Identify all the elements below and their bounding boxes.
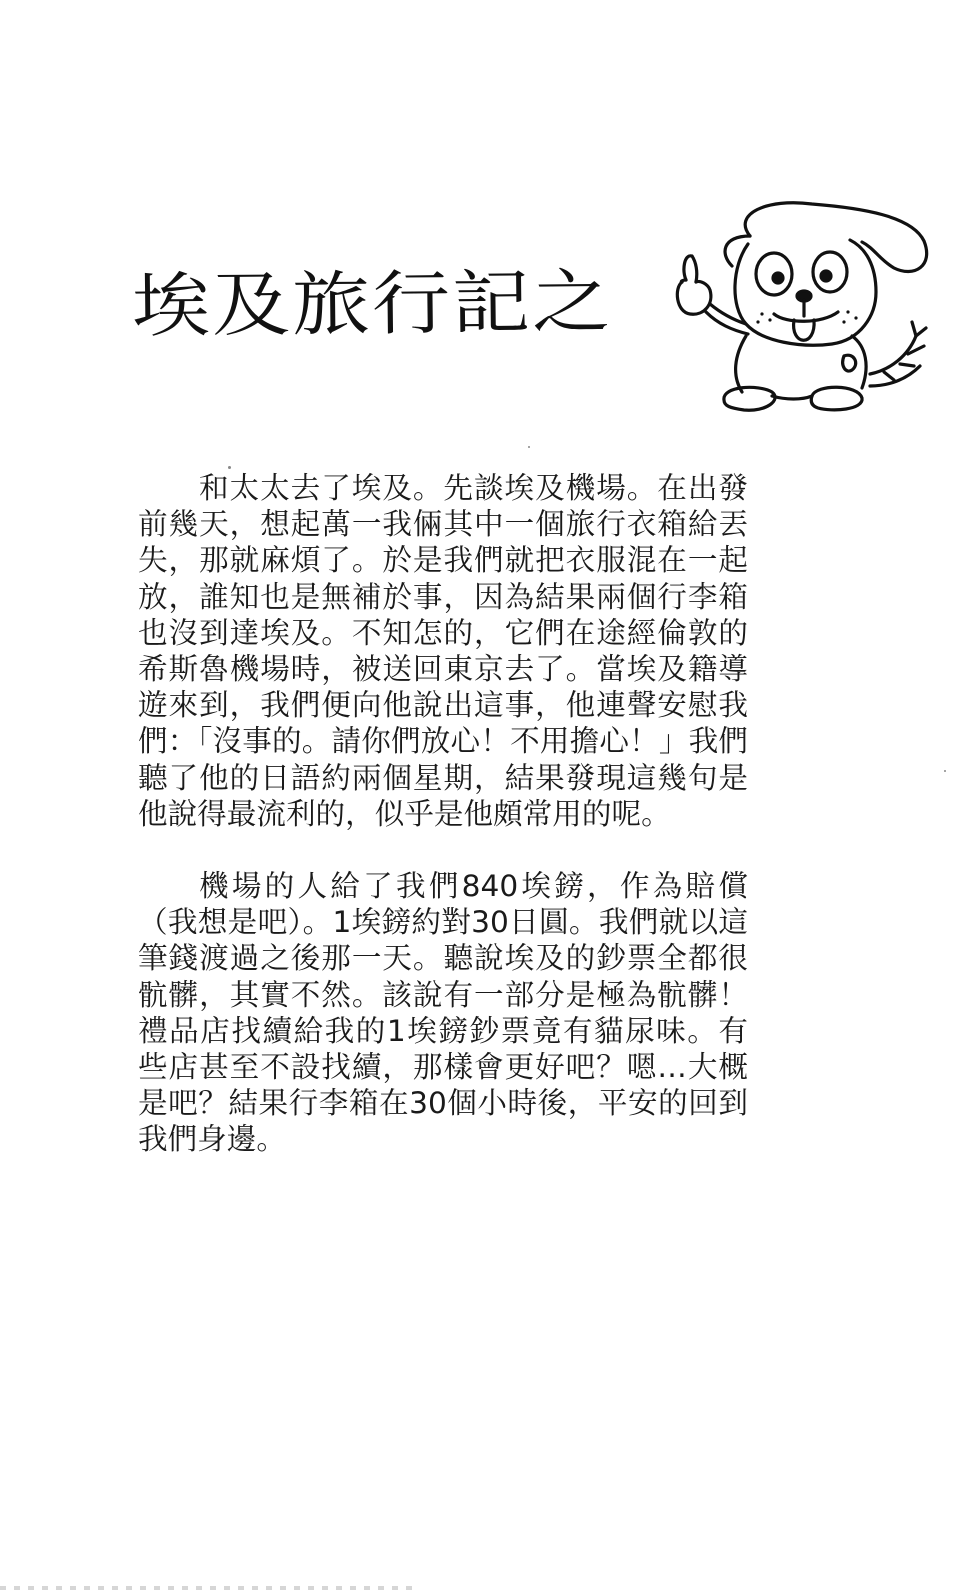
scan-edge-marks	[0, 1586, 420, 1590]
article-body	[138, 470, 748, 1194]
scan-speck	[528, 446, 530, 448]
scan-speck	[228, 466, 231, 469]
paragraph: 機場的人給了我們840埃鎊，作為賠償（我想是吧）。1埃鎊約對30日圓。我們就以這筆錢渡過之後那一天。聽說埃及的鈔票全都很骯髒，其實不然。該說有一部分是極為骯髒！禮品店找續給我的1埃鎊鈔票竟有貓尿味。有些店甚至不設找續，那樣會更好吧？嗯…大概是吧？結果行李箱在30個小時後，平安的回到我們身邊。	[138, 869, 748, 1157]
paragraph: 和太太去了埃及。先談埃及機場。在出發前幾天，想起萬一我倆其中一個旅行衣箱給丟失，那就麻煩了。於是我們就把衣服混在一起放，誰知也是無補於事，因為結果兩個行李箱也沒到達埃及。不知怎的，它們在途經倫敦的希斯魯機場時，被送回東京去了。當埃及籍導遊來到，我們便向他說出這事，他連聲安慰我們：「沒事的。請你們放心！不用擔心！」我們聽了他的日語約兩個星期，結果發現這幾句是他說得最流利的，似乎是他頗常用的呢。	[138, 471, 748, 831]
page-title: 埃及旅行記之	[131, 261, 613, 348]
dog-pointing-icon	[662, 196, 942, 426]
scan-speck	[944, 770, 946, 772]
